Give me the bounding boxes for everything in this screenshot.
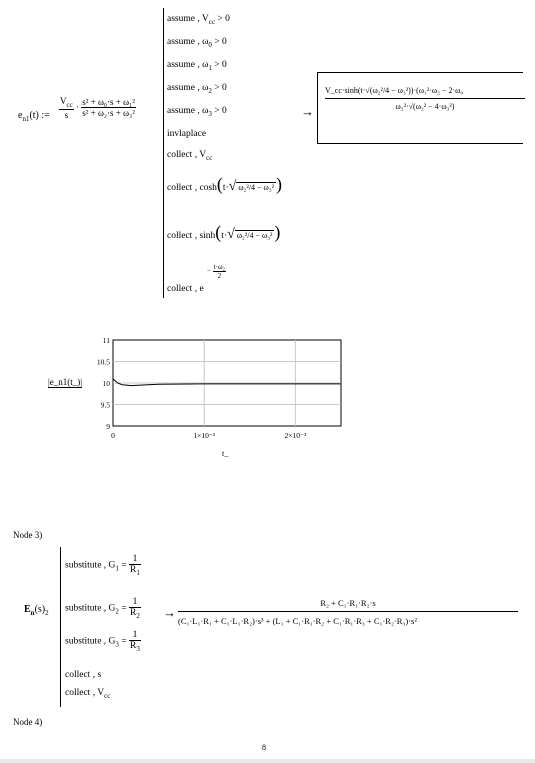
kw-collect-cosh[interactable]: collect , cosh(t·√ ω₂²/4 − ω₃² ) xyxy=(167,174,282,194)
kw-substitute-g2[interactable]: substitute , $G_2$ = $\frac{1}{R_2}$ xyxy=(65,597,140,620)
y-tick-label: 9.5 xyxy=(100,400,110,410)
inverse-laplace-result: V_cc·sinh(t·√(ω₂²/4 − ω₃²))·(ω₁²·ω₂ − 2·ω₀ ω₃²·√(ω₂² − 4·ω₃²) xyxy=(325,86,525,111)
y-tick-label: 11 xyxy=(102,336,110,345)
transfer-fraction: $\frac{\text{s² + ω₀·s + ω₁²}}{\text{s² + ω₂·s + ω₃²}}$ xyxy=(82,97,135,119)
y-tick-label: 10.5 xyxy=(96,357,110,367)
node3-result: R₂ + C₁·R₁·R₂·s (C₁·L₁·R₁ + C₁·L₁·R₂)·s³ + (L₁ + C₁·R₁·R₂ + C₁·R₁·R₃ + C₁·R₂·R₃)·s² xyxy=(178,598,518,626)
x-tick-label: 1×10⁻³ xyxy=(193,431,216,440)
page-number: 8 xyxy=(262,743,266,752)
plot-x-label: t_ xyxy=(222,449,229,458)
kw-assume-w0[interactable]: assume , $\omega_0 > 0$ xyxy=(167,37,227,49)
kw-collect-s[interactable]: collect , s xyxy=(65,670,102,680)
sqrt-icon: √ xyxy=(228,179,237,194)
node3-heading: Node 3) xyxy=(13,530,43,540)
kw-collect-sinh[interactable]: collect , sinh(t·√ ω₂²/4 − ω₃² ) xyxy=(167,222,281,242)
lhs-symbol: e xyxy=(18,110,23,121)
symbolic-keyword-bar xyxy=(163,8,164,298)
node4-heading: Node 4) xyxy=(13,717,43,727)
page-bottom-strip xyxy=(0,759,535,763)
plot-y-label: |e_n1(t_)| xyxy=(48,377,83,387)
kw-substitute-g3[interactable]: substitute , $G_3$ = $\frac{1}{R_3}$ xyxy=(65,630,140,653)
node3-evaluation-arrow: → xyxy=(163,605,176,620)
kw-assume-w3[interactable]: assume , $\omega_3 > 0$ xyxy=(167,106,227,118)
en1-definition-lhs: $e_{n1}(t)$ := xyxy=(18,110,50,123)
x-tick-label: 2×10⁻³ xyxy=(284,431,307,440)
node3-lhs: $E_n(s)_2$ xyxy=(24,604,49,617)
sqrt-icon: √ xyxy=(227,227,235,242)
vcc-over-s-fraction: $\frac{V_{cc}}{s}$ xyxy=(60,96,73,120)
kw-assume-w2[interactable]: assume , $\omega_2 > 0$ xyxy=(167,83,227,95)
en1-definition-rhs: $\frac{V_{cc}}{s}$ · $\frac{\text{s² + ω₀·s + ω₁²}}{\text{s² + ω₂·s + ω₃²}}$ xyxy=(60,96,135,120)
kw-assume-vcc[interactable]: assume , $V_{cc} > 0$ xyxy=(167,14,230,26)
kw-substitute-g1[interactable]: substitute , $G_1$ = $\frac{1}{R_1}$ xyxy=(65,554,140,577)
kw-collect-vcc-node3[interactable]: collect , $V_{cc}$ xyxy=(65,688,111,700)
y-tick-label: 9 xyxy=(106,422,110,431)
kw-assume-w1[interactable]: assume , $\omega_1 > 0$ xyxy=(167,60,227,72)
evaluation-arrow: → xyxy=(301,104,314,119)
kw-invlaplace[interactable]: invlaplace xyxy=(167,129,207,139)
x-tick-label: 0 xyxy=(111,431,115,440)
kw-collect-vcc[interactable]: collect , $V_{cc}$ xyxy=(167,150,213,162)
node3-keyword-bar xyxy=(60,547,61,707)
y-tick-label: 10 xyxy=(102,379,110,388)
magnitude-plot xyxy=(95,334,355,446)
